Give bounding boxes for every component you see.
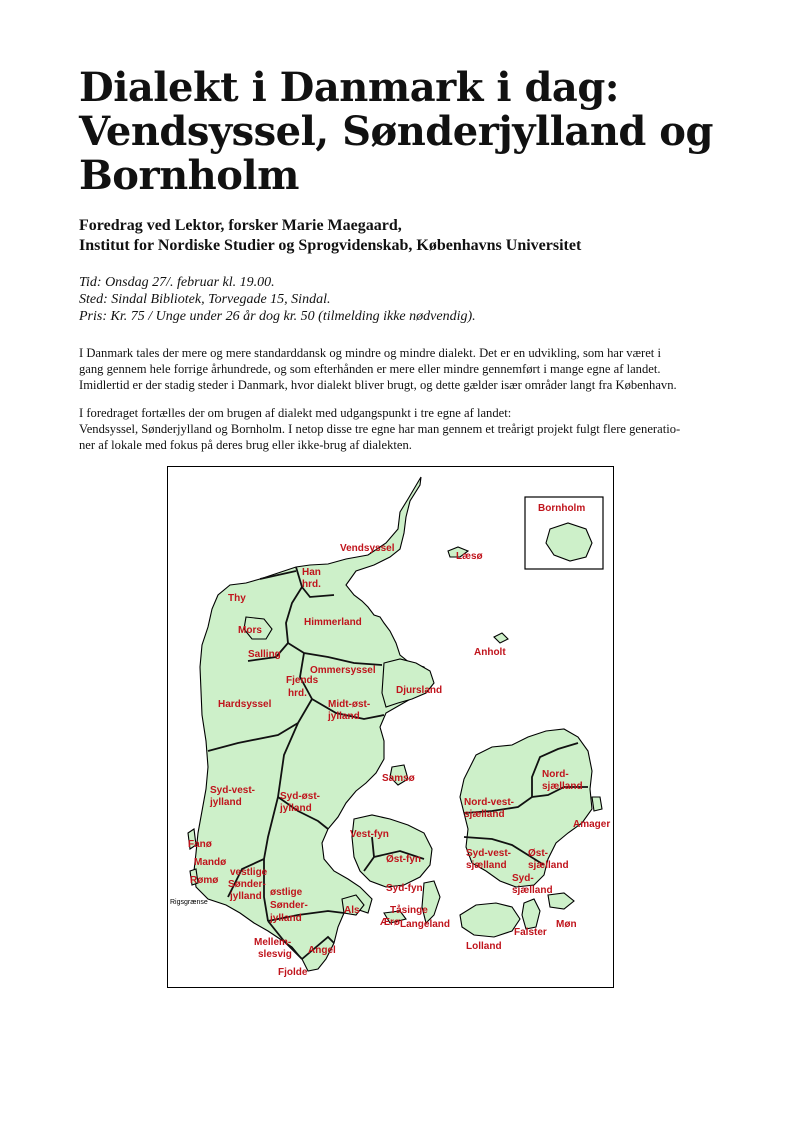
map-label-mando: Mandø [194,857,227,868]
map-amager-shape [592,797,602,811]
map-label-fano: Fanø [188,839,212,850]
map-label-fjends-hrd: hrd. [288,688,307,699]
map-anholt-shape [494,633,508,643]
map-label-thy: Thy [228,593,246,604]
event-info [79,274,739,325]
map-label-aero: Ærø [380,917,400,928]
map-label-ost-sjaelland: sjælland [528,860,569,871]
map-label-syd-vest-sjaelland: Syd-vest- [466,848,512,859]
map-label-fjolde: Fjolde [278,967,308,978]
map-label-nord-vest-sjaelland: sjælland [464,809,505,820]
map-label-vestlige-sonderjylland: vestlige [230,867,268,878]
map-label-mellemslesvig: slesvig [258,949,292,960]
map-label-romo: Rømø [190,875,219,886]
map-label-anholt: Anholt [474,647,506,658]
map-label-laeso: Læsø [456,551,483,562]
map-label-mors: Mors [238,625,262,636]
map-label-ost-fyn: Øst-fyn [386,854,421,865]
map-label-midt-ost-jylland: jylland [328,711,360,722]
event-price: Pris: Kr. 75 / Unge under 26 år dog kr. 50 (tilmelding ikke nødvendig). [79,309,476,324]
map-falster-shape [522,899,540,929]
map-label-vestlige-sonderjylland: Sønder- [228,879,266,890]
map-label-ost-sjaelland: Øst- [528,848,548,859]
page-title [79,66,739,198]
map-label-ommersyssel: Ommersyssel [310,665,376,676]
map-lolland-shape [460,903,520,937]
title-line: Bornholm [79,152,299,199]
map-label-tasinge: Tåsinge [390,905,428,916]
paragraph-line: ner af lokale med fokus på deres brug eller ikke-brug af dialekten. [79,438,412,452]
map-label-han-hrd: hrd. [302,579,321,590]
map-label-rigsgraense: Rigsgrænse [170,899,208,906]
map-label-hardsyssel: Hardsyssel [218,699,272,710]
map-label-nord-vest-sjaelland: Nord-vest- [464,797,515,808]
event-place: Sted: Sindal Bibliotek, Torvegade 15, Sindal. [79,292,331,307]
map-label-syd-fyn: Syd-fyn [386,883,423,894]
map-label-syd-vest-sjaelland: sjælland [466,860,507,871]
speaker-byline [79,216,739,256]
paragraph-line: gang gennem hele forrige århundrede, og som efterhånden er mere eller mindre gennemført i mange egne af landet. [79,362,661,376]
map-label-han-hrd: Han [302,567,321,578]
map-label-mon: Møn [556,919,577,930]
map-label-langeland: Langeland [400,919,451,930]
map-label-syd-ost-jylland: Syd-øst- [280,791,320,802]
map-label-samso: Samsø [382,773,415,784]
map-label-mellemslesvig: Mellem- [254,937,292,948]
map-label-himmerland: Himmerland [304,617,362,628]
map-label-salling: Salling [248,649,281,660]
map-label-bornholm: Bornholm [538,503,586,514]
map-label-syd-vest-jylland: jylland [210,797,242,808]
map-langeland-shape [422,881,440,923]
paragraph-line: I foredraget fortælles der om brugen af dialekt med udgangspunkt i tre egne af landet: [79,406,512,420]
map-label-nord-sjaelland: sjælland [542,781,583,792]
event-time: Tid: Onsdag 27/. februar kl. 19.00. [79,275,275,290]
paragraph-line: Vendsyssel, Sønderjylland og Bornholm. I netop disse tre egne har man gennem et treårigt projekt fulgt flere generatio- [79,422,681,436]
intro-paragraph [79,345,719,393]
map-label-syd-vest-jylland: Syd-vest- [210,785,256,796]
map-label-fjends-hrd: Fjends [286,675,319,686]
title-line: Vendsyssel, Sønderjylland og [79,108,713,155]
paragraph-line: Imidlertid er der stadig steder i Danmark, hvor dialekt bliver brugt, og dette gælder især områder langt fra København. [79,378,677,392]
map-label-angel: Angel [308,945,336,956]
map-label-ostlige-sonderjylland: jylland [270,913,302,924]
map-label-ostlige-sonderjylland: Sønder- [270,900,308,911]
map-label-lolland: Lolland [466,941,502,952]
map-label-syd-sjaelland: sjælland [512,885,553,896]
map-label-ostlige-sonderjylland: østlige [270,887,303,898]
denmark-dialect-map-svg [168,467,613,987]
map-label-als: Als [344,905,360,916]
paragraph-line: I Danmark tales der mere og mere standarddansk og mindre og mindre dialekt. Det er en udvikling, som har været i [79,346,661,360]
map-label-falster: Falster [514,927,547,938]
byline-line: Foredrag ved Lektor, forsker Marie Maegaard, [79,217,402,234]
map-djursland-shape [382,659,434,707]
dialect-map [167,466,614,988]
map-label-amager: Amager [573,819,611,830]
map-label-nord-sjaelland: Nord- [542,769,569,780]
map-label-djursland: Djursland [396,685,443,696]
map-label-vendsyssel: Vendsyssel [340,543,395,554]
map-label-vestlige-sonderjylland: jylland [230,891,262,902]
body-paragraph [79,405,719,453]
map-label-vest-fyn: Vest-fyn [350,829,389,840]
map-label-midt-ost-jylland: Midt-øst- [328,699,371,710]
map-funen-shape [352,815,432,887]
map-label-syd-sjaelland: Syd- [512,873,534,884]
byline-line: Institut for Nordiske Studier og Sprogvidenskab, Københavns Universitet [79,237,582,254]
map-label-syd-ost-jylland: jylland [280,803,312,814]
title-line: Dialekt i Danmark i dag: [79,64,620,111]
